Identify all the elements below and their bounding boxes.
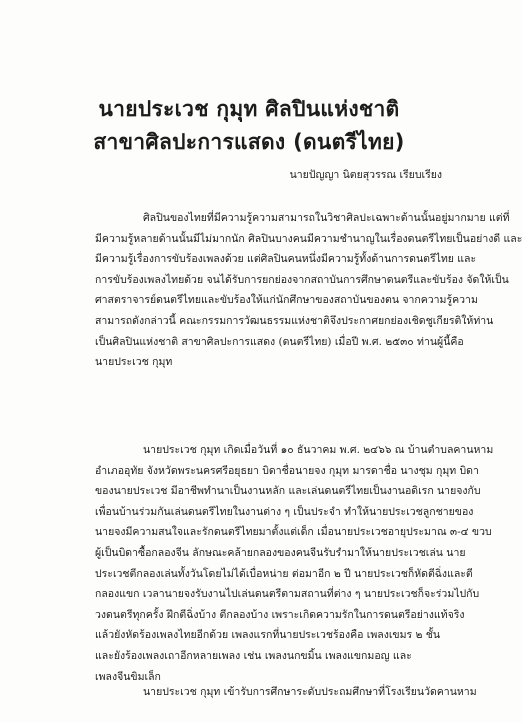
document-title: นายประเวช กุมุท ศิลปินแห่งชาติ — [98, 97, 400, 121]
paragraph-education — [95, 682, 477, 703]
text-line: การขับร้องเพลงไทยด้วย จนได้รับการยกย่องจากสถาบันการศึกษาดนตรีและขับร้อง จัดให้เป็น — [95, 273, 509, 286]
text-line: อำเภออุทัย จังหวัดพระนครศรีอยุธยา บิดาชื่อนายจง กุมุท มารดาชื่อ นางชุม กุมุท บิดา — [95, 464, 479, 477]
text-line: ศาสตราจารย์ดนตรีไทยและขับร้องให้แก่นักศึกษาของสถาบันของตน จากความรู้ความ — [95, 294, 478, 307]
text-line: นายประเวช กุมุท เข้ารับการศึกษาระดับประถมศึกษาที่โรงเรียนวัดคานหาม — [143, 686, 477, 698]
text-line: วงดนตรีทุกครั้ง ฝึกตีฉิ่งบ้าง ตีกลองบ้าง เพราะเกิดความรักในการดนตรีอย่างแท้จริง — [95, 608, 465, 621]
text-line: กลองแขก เวลานายจงรับงานไปเล่นดนตรีตามสถานที่ต่าง ๆ นายประเวชก็จะร่วมไปกับ — [95, 588, 480, 601]
text-line: ของนายประเวช มีอาชีพทำนาเป็นงานหลัก และเล่นดนตรีไทยเป็นงานอดิเรก นายจงกับ — [95, 485, 481, 498]
paragraph-early-life — [95, 440, 494, 687]
text-line: มีความรู้หลายด้านนั้นมีไม่มากนัก ศิลปินบางคนมีความชำนาญในเรื่องดนตรีไทยเป็นอย่างดี และ — [95, 232, 522, 245]
text-line: เพื่อนบ้านร่วมกันเล่นดนตรีไทยในงานต่าง ๆ เป็นประจำ ทำให้นายประเวชลูกชายของ — [95, 505, 474, 518]
text-line: ผู้เป็นบิดาซื้อกลองจีน ลักษณะคล้ายกลองของคนจีนรับรำมาให้นายประเวชเล่น นาย — [95, 546, 466, 559]
text-line: มีความรู้เรื่องการขับร้องเพลงด้วย แต่ศิลปินคนหนึ่งมีความรู้ทั้งด้านการดนตรีไทย และ — [95, 253, 477, 266]
paragraph-intro — [95, 208, 522, 373]
text-line: แล้วยังหัดร้องเพลงไทยอีกด้วย เพลงแรกที่นายประเวชร้องคือ เพลงเขมร ๒ ชั้น — [95, 629, 441, 642]
text-line: นายประเวช กุมุท — [95, 356, 173, 369]
text-line: นายจงมีความสนใจและรักดนตรีไทยมาตั้งแต่เด็ก เมื่อนายประเวชอายุประมาณ ๓-๔ ขวบ — [95, 526, 492, 539]
text-line: เพลงจีนขิมเล็ก — [95, 670, 161, 683]
text-line: ศิลปินของไทยที่มีความรู้ความสามารถในวิชาศิลปะเฉพาะด้านนั้นอยู่มากมาย แต่ที่ — [143, 212, 510, 224]
text-line: สามารถดังกล่าวนี้ คณะกรรมการวัฒนธรรมแห่งชาติจึงประกาศยกย่องเชิดชูเกียรติให้ท่าน — [95, 314, 494, 327]
document-subtitle: สาขาศิลปะการแสดง (ดนตรีไทย) — [93, 130, 405, 154]
text-line: นายประเวช กุมุท เกิดเมื่อวันที่ ๑๐ ธันวาคม พ.ศ. ๒๔๖๖ ณ บ้านตำบลคานหาม — [143, 444, 494, 456]
text-line: ประเวชตีกลองเล่นทั้งวันโดยไม่ได้เบื่อหน่าย ต่อมาอีก ๒ ปี นายประเวชก็หัดตีฉิ่งและตี — [95, 567, 473, 580]
text-line: และยังร้องเพลงเถาอีกหลายเพลง เช่น เพลงนกขมิ้น เพลงแขกมอญ และ — [95, 649, 412, 662]
text-line: เป็นศิลปินแห่งชาติ สาขาศิลปะการแสดง (ดนตรีไทย) เมื่อปี พ.ศ. ๒๕๓๐ ท่านผู้นี้คือ — [95, 335, 464, 348]
author-credit: นายปัญญา นิตยสุวรรณ เรียบเรียง — [289, 169, 442, 181]
